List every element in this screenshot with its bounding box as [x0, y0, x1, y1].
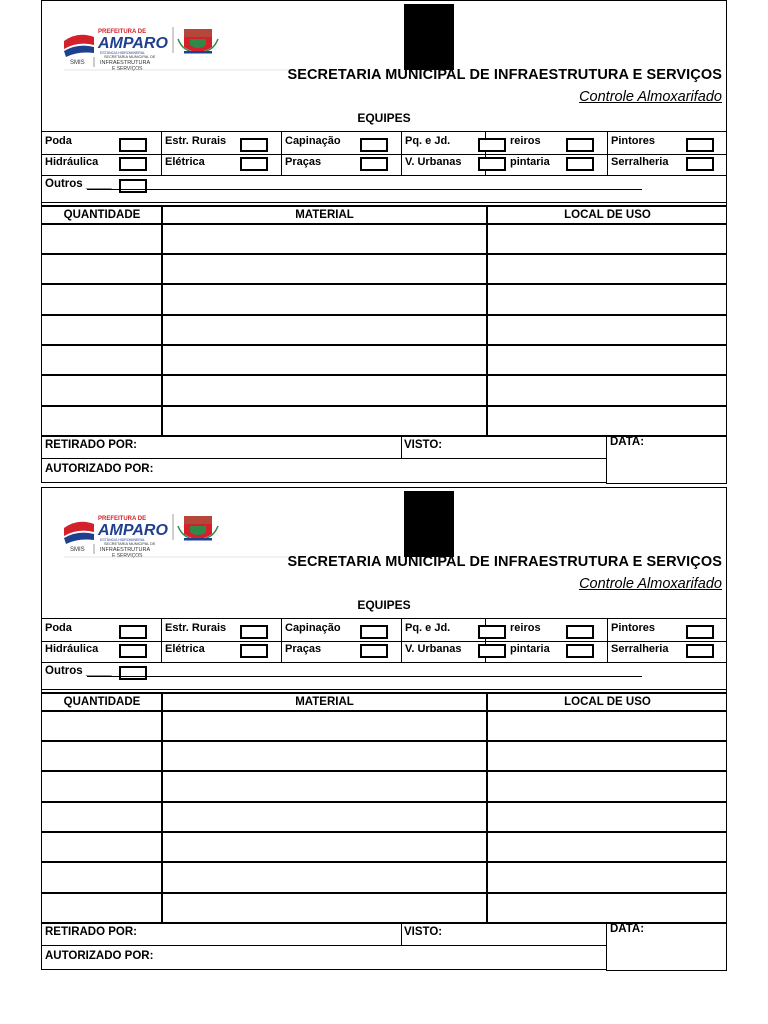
team-label: V. Urbanas — [405, 156, 462, 168]
team-checkbox[interactable] — [686, 138, 714, 152]
team-label: V. Urbanas — [405, 643, 462, 655]
logo-line1: PREFEITURA DE — [98, 516, 147, 522]
column-divider — [161, 692, 163, 922]
team-cell — [162, 619, 282, 641]
table-row — [42, 803, 726, 833]
outros-checkbox[interactable] — [119, 179, 147, 193]
autorizado-row[interactable] — [41, 459, 607, 483]
table-row — [42, 773, 726, 803]
table-row — [42, 833, 726, 863]
team-row — [42, 153, 726, 176]
logo-dept-big: INFRAESTRUTURA — [100, 547, 151, 553]
team-label: Capinação — [285, 135, 341, 147]
team-checkbox[interactable] — [566, 157, 594, 171]
team-checkbox[interactable] — [240, 157, 268, 171]
retirado-label: RETIRADO POR: — [45, 926, 137, 938]
team-label: Hidráulica — [45, 156, 99, 168]
team-label: Elétrica — [165, 643, 205, 655]
team-cell — [42, 153, 162, 175]
team-label: Poda — [45, 135, 72, 147]
team-cell — [282, 153, 402, 175]
page-subtitle: Controle Almoxarifado — [579, 89, 722, 105]
team-checkbox[interactable] — [360, 157, 388, 171]
column-divider — [486, 692, 488, 922]
team-checkbox[interactable] — [360, 644, 388, 658]
team-row — [42, 618, 726, 642]
column-material: MATERIAL — [295, 696, 354, 708]
table-row — [42, 894, 726, 924]
team-checkbox[interactable] — [686, 644, 714, 658]
team-cell — [282, 640, 402, 662]
team-cell — [402, 619, 486, 641]
team-label: Serralheria — [611, 643, 669, 655]
requisition-form — [41, 0, 727, 485]
table-row — [42, 225, 726, 255]
team-cell — [162, 640, 282, 662]
outros-label: Outros ____ — [45, 178, 112, 190]
team-label: Serralheria — [611, 156, 669, 168]
team-checkbox[interactable] — [119, 625, 147, 639]
table-row — [42, 864, 726, 894]
column-quantidade: QUANTIDADE — [63, 209, 141, 221]
team-cell — [608, 132, 728, 154]
team-label: Estr. Rurais — [165, 622, 227, 634]
team-checkbox[interactable] — [566, 644, 594, 658]
table-row — [42, 255, 726, 285]
autorizado-row[interactable] — [41, 946, 607, 970]
form-footer — [41, 922, 727, 972]
table-row — [42, 316, 726, 346]
retirado-row[interactable] — [41, 435, 607, 459]
equipes-heading: EQUIPES — [357, 111, 411, 125]
logo-line1: PREFEITURA DE — [98, 29, 147, 35]
table-row — [42, 286, 726, 316]
team-row — [42, 131, 726, 155]
team-label: Elétrica — [165, 156, 205, 168]
coat-of-arms-icon — [178, 29, 218, 54]
team-label: reiros — [510, 135, 541, 147]
column-local: LOCAL DE USO — [564, 696, 651, 708]
column-material: MATERIAL — [295, 209, 354, 221]
team-cell — [486, 153, 608, 175]
page-title: SECRETARIA MUNICIPAL DE INFRAESTRUTURA E SERVIÇOS — [287, 554, 722, 570]
logo-line2: AMPARO — [98, 522, 168, 539]
logo-dept-small: SECRETARIA MUNICIPAL DE — [104, 55, 156, 59]
team-label: pintaria — [510, 643, 550, 655]
form-header — [41, 0, 727, 203]
team-label: Pintores — [611, 622, 656, 634]
outros-input-line[interactable] — [87, 189, 642, 190]
team-cell — [42, 619, 162, 641]
logo-line3: ESTÂNCIA HIDROMINERAL — [100, 51, 146, 55]
team-label: Praças — [285, 156, 322, 168]
coat-of-arms-icon — [178, 516, 218, 541]
retirado-label: RETIRADO POR: — [45, 439, 137, 451]
team-cell — [162, 153, 282, 175]
team-cell — [282, 619, 402, 641]
table-row — [42, 407, 726, 437]
team-checkbox[interactable] — [360, 625, 388, 639]
team-cell — [402, 153, 486, 175]
date-field[interactable] — [606, 435, 727, 484]
table-row — [42, 712, 726, 742]
team-cell — [42, 640, 162, 662]
outros-checkbox[interactable] — [119, 666, 147, 680]
column-divider — [486, 205, 488, 435]
prefeitura-amparo-logo — [60, 21, 300, 71]
team-checkbox[interactable] — [240, 644, 268, 658]
logo-dept-small: SECRETARIA MUNICIPAL DE — [104, 542, 156, 546]
team-label: Hidráulica — [45, 643, 99, 655]
team-checkbox[interactable] — [119, 644, 147, 658]
form-header — [41, 487, 727, 690]
team-label: Poda — [45, 622, 72, 634]
team-row — [42, 640, 726, 663]
table-row — [42, 742, 726, 772]
team-cell — [162, 132, 282, 154]
table-row — [42, 377, 726, 407]
team-label: Capinação — [285, 622, 341, 634]
logo-line3: ESTÂNCIA HIDROMINERAL — [100, 538, 146, 542]
team-checkbox[interactable] — [240, 625, 268, 639]
team-cell — [402, 132, 486, 154]
logo-line2: AMPARO — [98, 35, 168, 52]
team-checkbox[interactable] — [119, 138, 147, 152]
team-checkbox[interactable] — [119, 157, 147, 171]
redaction-block — [404, 491, 454, 557]
outros-label: Outros ____ — [45, 665, 112, 677]
logo-dept-big: INFRAESTRUTURA — [100, 60, 151, 66]
redaction-block — [404, 4, 454, 70]
page-subtitle: Controle Almoxarifado — [579, 576, 722, 592]
autorizado-label: AUTORIZADO POR: — [45, 950, 154, 962]
team-cell — [608, 640, 728, 662]
date-field[interactable] — [606, 922, 727, 971]
team-cell — [42, 132, 162, 154]
form-footer — [41, 435, 727, 485]
retirado-row[interactable] — [41, 922, 607, 946]
team-cell — [608, 619, 728, 641]
page-title: SECRETARIA MUNICIPAL DE INFRAESTRUTURA E SERVIÇOS — [287, 67, 722, 83]
team-label: Pq. e Jd. — [405, 622, 451, 634]
outros-input-line[interactable] — [87, 676, 642, 677]
table-header — [42, 692, 726, 712]
materials-table — [41, 690, 727, 922]
table-header — [42, 205, 726, 225]
team-label: reiros — [510, 622, 541, 634]
team-checkbox[interactable] — [360, 138, 388, 152]
logo-smis: SMIS — [70, 60, 85, 66]
team-label: Praças — [285, 643, 322, 655]
column-local: LOCAL DE USO — [564, 209, 651, 221]
table-row — [42, 346, 726, 376]
team-label: Estr. Rurais — [165, 135, 227, 147]
logo-dept-big2: E SERVIÇOS — [112, 66, 143, 71]
team-cell — [402, 640, 486, 662]
team-label: Pq. e Jd. — [405, 135, 451, 147]
team-checkbox[interactable] — [686, 157, 714, 171]
team-cell — [486, 640, 608, 662]
visto-label: VISTO: — [404, 926, 443, 938]
requisition-form — [41, 487, 727, 972]
team-label: Pintores — [611, 135, 656, 147]
equipes-heading: EQUIPES — [357, 598, 411, 612]
column-divider — [161, 205, 163, 435]
team-cell — [282, 132, 402, 154]
team-cell — [608, 153, 728, 175]
team-checkbox[interactable] — [240, 138, 268, 152]
team-label: pintaria — [510, 156, 550, 168]
autorizado-label: AUTORIZADO POR: — [45, 463, 154, 475]
prefeitura-amparo-logo — [60, 508, 300, 558]
visto-label: VISTO: — [404, 439, 443, 451]
data-label: DATA: — [610, 436, 645, 448]
logo-smis: SMIS — [70, 547, 85, 553]
column-quantidade: QUANTIDADE — [63, 696, 141, 708]
materials-table — [41, 203, 727, 435]
team-checkbox[interactable] — [566, 625, 594, 639]
data-label: DATA: — [610, 923, 645, 935]
logo-dept-big2: E SERVIÇOS — [112, 553, 143, 558]
team-checkbox[interactable] — [686, 625, 714, 639]
team-checkbox[interactable] — [566, 138, 594, 152]
team-cell — [486, 619, 608, 641]
team-cell — [486, 132, 608, 154]
